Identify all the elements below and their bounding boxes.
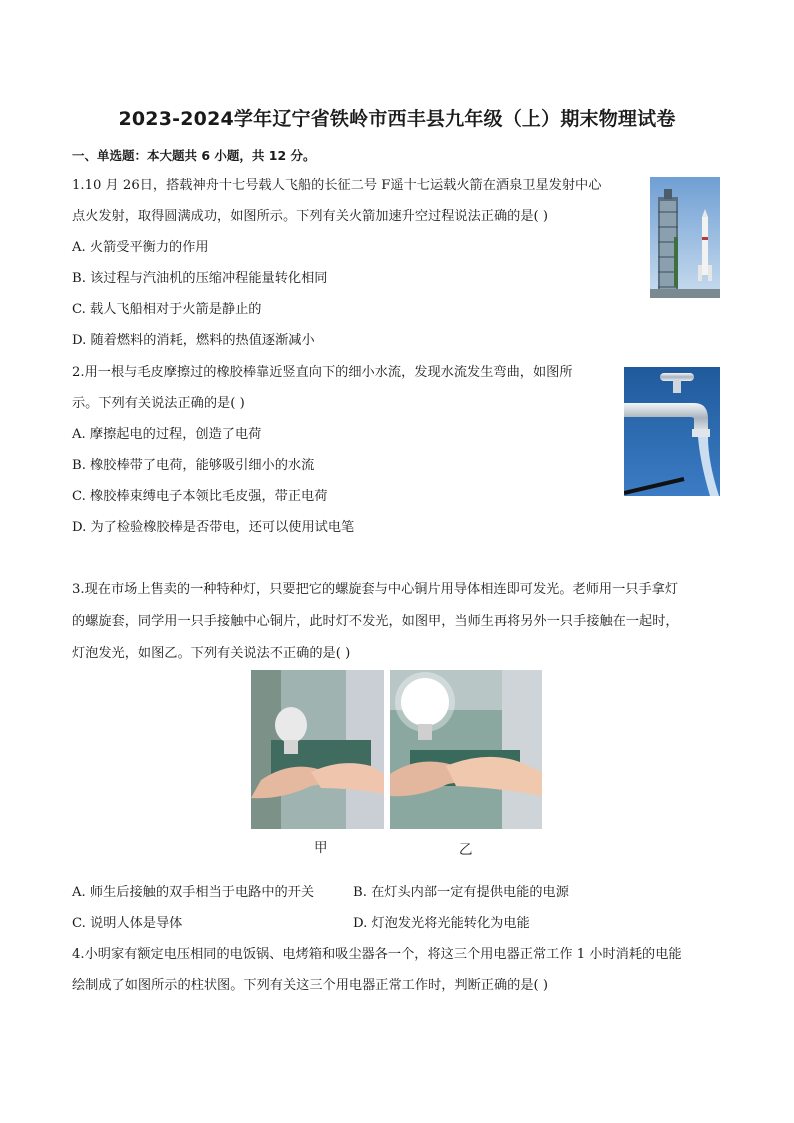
caption-yi: 乙 [459, 842, 473, 858]
q1-line2: 点火发射，取得圆满成功，如图所示。下列有关火箭加速升空过程说法正确的是( ) [72, 209, 549, 224]
bulb-photo-off [251, 670, 384, 829]
bulb-photo-on [390, 670, 542, 829]
q2-line1: 2.用一根与毛皮摩擦过的橡胶棒靠近竖直向下的细小水流，发现水流发生弯曲，如图所 [72, 365, 573, 380]
q2-option-d: D. 为了检验橡胶棒是否带电，还可以使用试电笔 [72, 520, 355, 535]
q1-option-a: A. 火箭受平衡力的作用 [72, 240, 209, 255]
exam-title: 2023-2024学年辽宁省铁岭市西丰县九年级（上）期末物理试卷 [118, 108, 676, 130]
q2-option-b: B. 橡胶棒带了电荷，能够吸引细小的水流 [72, 458, 315, 473]
q3-option-d: D. 灯泡发光将光能转化为电能 [353, 916, 530, 931]
q2-line2: 示。下列有关说法正确的是( ) [72, 396, 245, 411]
q1-option-c: C. 载人飞船相对于火箭是静止的 [72, 302, 262, 317]
q1-option-d: D. 随着燃料的消耗，燃料的热值逐渐减小 [72, 333, 315, 348]
q4-line2: 绘制成了如图所示的柱状图。下列有关这三个用电器正常工作时，判断正确的是( ) [72, 978, 549, 993]
q2-option-a: A. 摩擦起电的过程，创造了电荷 [72, 427, 262, 442]
q3-option-a: A. 师生后接触的双手相当于电路中的开关 [72, 885, 315, 900]
q4-line1: 4.小明家有额定电压相同的电饭锅、电烤箱和吸尘器各一个，将这三个用电器正常工作 1 小时消耗的电能 [72, 947, 682, 962]
q1-option-b: B. 该过程与汽油机的压缩冲程能量转化相同 [72, 271, 328, 286]
q3-option-c: C. 说明人体是导体 [72, 916, 183, 931]
q1-line1: 1.10 月 26日，搭载神舟十七号载人飞船的长征二号 F遥十七运载火箭在酒泉卫星发射中心 [72, 178, 602, 193]
q3-line1: 3.现在市场上售卖的一种特种灯，只要把它的螺旋套与中心铜片用导体相连即可发光。老师用一只手拿灯 [72, 582, 679, 597]
q3-option-b: B. 在灯头内部一定有提供电能的电源 [353, 885, 569, 900]
caption-jia: 甲 [314, 840, 328, 856]
q2-option-c: C. 橡胶棒束缚电子本领比毛皮强，带正电荷 [72, 489, 328, 504]
q3-line2: 的螺旋套，同学用一只手接触中心铜片，此时灯不发光，如图甲，当师生再将另外一只手接触在一起时， [72, 614, 679, 629]
q3-line3: 灯泡发光，如图乙。下列有关说法不正确的是( ) [72, 646, 351, 661]
faucet-water-photo [624, 367, 720, 496]
rocket-launch-photo [650, 177, 720, 298]
section-heading: 一、单选题：本大题共 6 小题，共 12 分。 [72, 148, 316, 163]
